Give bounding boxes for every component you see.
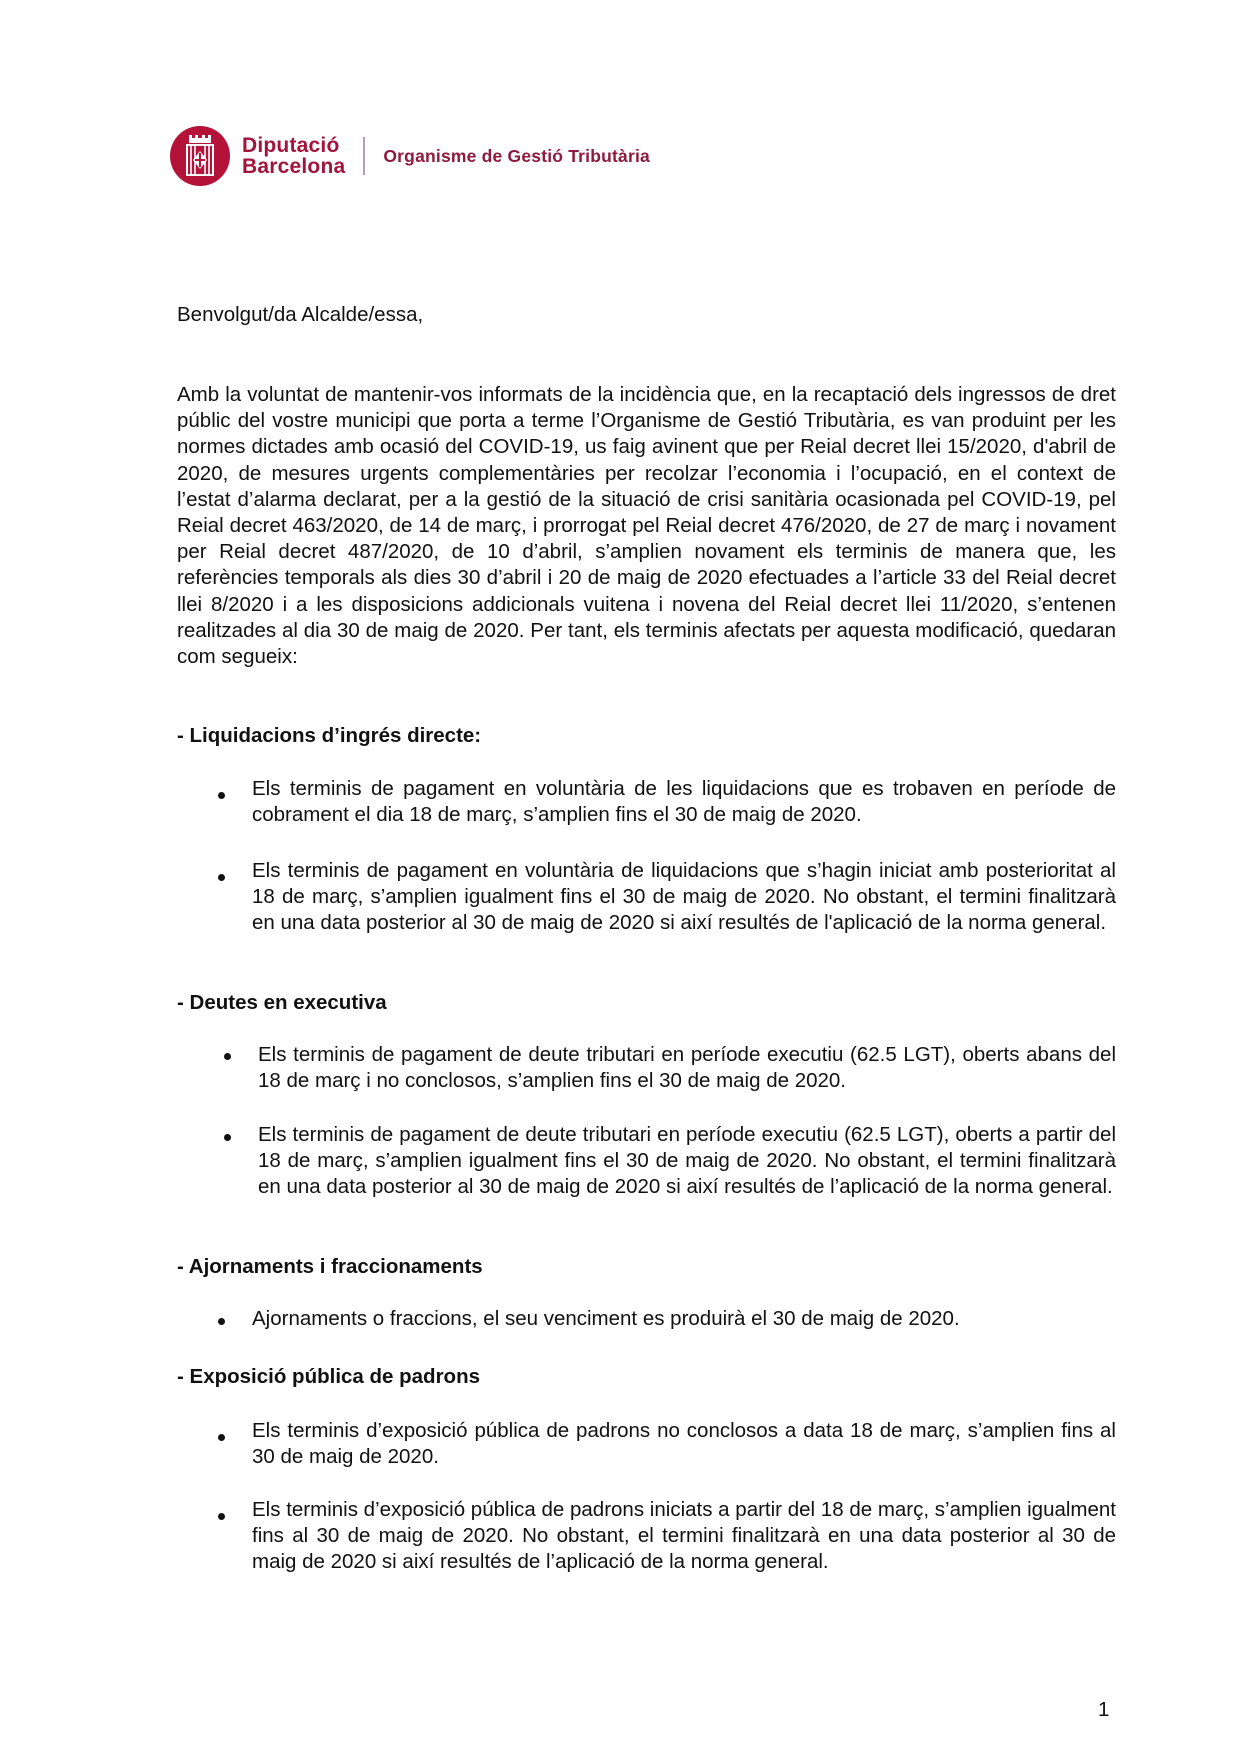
section-heading-deutes: - Deutes en executiva [177,991,387,1014]
bullet-item: Els terminis de pagament de deute tributari en període executiu (62.5 LGT), oberts a partir del 18 de març, s’amplien igualment fins el 30 de maig de 2020. No obstant, el termini finalitzarà en una data posterior al 30 de maig de 2020 si així resultés de l’aplicació de la norma general. [258,1123,1116,1199]
coat-of-arms-seal-icon [170,126,230,186]
bullet-icon [218,1513,225,1520]
bullet-item: Els terminis d’exposició pública de padrons iniciats a partir del 18 de març, s’amplien igualment fins al 30 de maig de 2020. No obstant, el termini finalitzarà en una data posterior al 30 de maig de 2020 si així resultés de l’aplicació de la norma general. [252,1498,1116,1574]
organization-name: Organisme de Gestió Tributària [383,145,650,166]
bullet-icon [218,792,225,799]
section-heading-exposicio: - Exposició pública de padrons [177,1365,480,1388]
section-heading-ajornaments: - Ajornaments i fraccionaments [177,1255,483,1278]
brand-name [242,135,345,177]
bullet-icon [218,1434,225,1441]
bullet-item: Ajornaments o fraccions, el seu venciment es produirà el 30 de maig de 2020. [252,1307,960,1330]
section-heading-liquidacions: - Liquidacions d’ingrés directe: [177,724,482,747]
bullet-item: Els terminis de pagament de deute tributari en període executiu (62.5 LGT), oberts abans del 18 de març i no conclosos, s’amplien fins el 30 de maig de 2020. [258,1043,1116,1093]
page-number: 1 [1098,1698,1110,1721]
letterhead-divider [363,137,365,175]
bullet-icon [218,1318,225,1325]
salutation: Benvolgut/da Alcalde/essa, [177,303,424,326]
bullet-icon [218,874,225,881]
letterhead [170,124,650,188]
bullet-item: Els terminis d’exposició pública de padrons no conclosos a data 18 de març, s’amplien fins al 30 de maig de 2020. [252,1419,1116,1469]
intro-paragraph: Amb la voluntat de mantenir-vos informats de la incidència que, en la recaptació dels ingressos de dret públic del vostre municipi que porta a terme l’Organisme de Gestió Tributària, es van produint per les normes dictades amb ocasió del COVID-19, us faig avinent que per Reial decret llei 15/2020, d'abril de 2020, de mesures urgents complementàries per recolzar l’economia i l’ocupació, en el context de l’estat d’alarma declarat, per a la gestió de la situació de crisi sanitària ocasionada pel COVID-19, pel Reial decret 463/2020, de 14 de març, i prorrogat pel Reial decret 476/2020, de 27 de març i novament per Reial decret 487/2020, de 10 d’abril, s’amplien novament els terminis de manera que, les referències temporals als dies 30 d’abril i 20 de maig de 2020 efectuades a l’article 33 del Reial decret llei 8/2020 i a les disposicions addicionals vuitena i novena del Reial decret llei 11/2020, s’entenen realitzades al dia 30 de maig de 2020. Per tant, els terminis afectats per aquesta modificació, quedaran com segueix: [177,383,1116,669]
brand-line-1: Diputació [242,134,340,157]
brand-line-2: Barcelona [242,155,346,178]
bullet-item: Els terminis de pagament en voluntària de liquidacions que s’hagin iniciat amb posterioritat al 18 de març, s’amplien igualment fins el 30 de maig de 2020. No obstant, el termini finalitzarà en una data posterior al 30 de maig de 2020 si així resultés de l'aplicació de la norma general. [252,859,1116,935]
bullet-item: Els terminis de pagament en voluntària de les liquidacions que es trobaven en període de cobrament el dia 18 de març, s’amplien fins el 30 de maig de 2020. [252,777,1116,827]
bullet-icon [224,1053,231,1060]
bullet-icon [224,1134,231,1141]
